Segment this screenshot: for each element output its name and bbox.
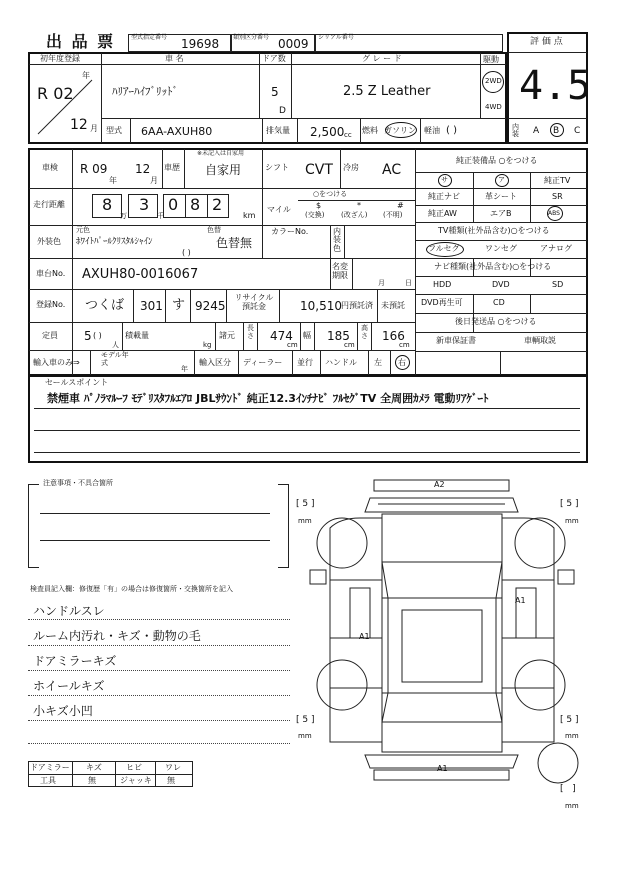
displacement-value: 2,500 — [310, 125, 345, 139]
recycle-value: 10,510 — [300, 299, 342, 313]
equip-leather: 革シート — [485, 192, 517, 201]
color-label: 外装色 — [37, 237, 61, 246]
legend-cell: 工具 — [40, 776, 56, 785]
fuel-diesel: 軽油 — [424, 126, 440, 135]
inspection-era: R 09 — [80, 162, 108, 176]
reg-class: 301 — [140, 299, 163, 313]
mileage-digit: 8 — [102, 195, 113, 214]
model-label: 型式 — [106, 126, 122, 135]
mileage-opt-exchange: (交換) — [305, 211, 325, 219]
shift-value: CVT — [305, 162, 333, 178]
tire-value: 5 — [566, 715, 573, 725]
sales-point-block — [28, 375, 588, 463]
equip-abs: ABS — [548, 210, 560, 217]
serial-label: シリアル番号 — [318, 34, 354, 41]
inspection-month-unit: 月 — [150, 176, 158, 185]
color-orig-label: 元色 — [76, 226, 90, 234]
tire-value: 5 — [302, 715, 309, 725]
history-value: 自家用 — [205, 163, 242, 177]
type-cert-value: 19698 — [181, 37, 220, 51]
mileage-opt-unknown-sym: # — [397, 201, 404, 210]
cooler-value: AC — [382, 162, 402, 178]
tire-unit: mm — [565, 517, 579, 525]
type-cert-label: 型式指定番号 — [131, 34, 168, 41]
grade-value: 2.5 Z Leather — [343, 84, 431, 99]
handle-left: 左 — [374, 358, 382, 367]
caution-label: 注意事項・不具合箇所 — [43, 479, 113, 487]
width-value: 185 — [327, 329, 350, 343]
category-label: 類別区分番号 — [233, 34, 270, 41]
interior-a: A — [533, 126, 540, 136]
sales-point-text: 禁煙車 ﾊﾟﾉﾗﾏﾙｰﾌ ﾓﾃﾞﾘｽﾀﾌﾙｴｱﾛ JBLｻｳﾝﾄﾞ 純正12.3ｲﾝﾁﾅﾋﾞ ﾌﾙｾｸﾞTV 全周囲ｶﾒﾗ 電動ﾘｱｹﾞｰﾄ — [47, 392, 489, 405]
equip-tv-header: TV種類(社外品含む)○をつける — [438, 226, 550, 235]
reg-label: 登録No. — [36, 300, 66, 309]
sales-point-label: セールスポイント — [45, 378, 109, 387]
load-label: 積載量 — [125, 331, 149, 340]
mileage-opt-exchange-sym: $ — [316, 201, 322, 210]
handle-right: 右 — [398, 358, 406, 367]
equip-sunroof: サ — [441, 176, 448, 184]
import-parallel: 並行 — [297, 358, 313, 367]
cooler-label: 冷房 — [343, 163, 359, 172]
note-item: ホイールキズ — [33, 679, 105, 693]
height-label: 高さ — [361, 324, 368, 340]
score-label: 評 価 点 — [530, 37, 563, 47]
doors-label: ドア数 — [262, 54, 286, 63]
dims-label: 諸元 — [219, 331, 235, 340]
tire-unit: mm — [565, 732, 579, 740]
equip-warranty: 新車保証書 — [436, 336, 476, 345]
length-label: 長さ — [247, 324, 254, 340]
shift-label: シフト — [265, 163, 289, 172]
tire-unit: mm — [298, 517, 312, 525]
model-value: 6AA-AXUH80 — [141, 125, 213, 138]
mileage-mark-header: ○をつける — [313, 190, 348, 198]
equip-dvd-play: DVD再生可 — [421, 298, 463, 307]
legend-cell: ドアミラー — [30, 763, 70, 772]
width-unit: cm — [344, 341, 355, 349]
equip-sr: SR — [552, 192, 563, 201]
history-note: ※未記入は自家用 — [197, 150, 245, 157]
equip-hdd: HDD — [433, 280, 452, 289]
import-type-label: 輸入区分 — [199, 358, 231, 367]
import-label: 輸入車のみ⇒ — [33, 358, 80, 367]
category-value: 0009 — [278, 37, 309, 51]
damage-mark-rear: A1 — [437, 764, 448, 773]
month-unit: 月 — [90, 124, 98, 133]
caution-bracket-right — [278, 484, 289, 568]
equip-navi-header: ナビ種類(社外品含む)○をつける — [434, 262, 552, 271]
tire-value: 5 — [302, 499, 309, 509]
drive-label: 駆動 — [483, 55, 499, 64]
year-unit: 年 — [82, 71, 90, 80]
legend-cell: ヒビ — [126, 763, 142, 772]
mileage-digit: 2 — [212, 195, 223, 214]
note-item: ルーム内汚れ・キズ・動物の毛 — [33, 629, 201, 643]
mileage-unit-km: km — [243, 211, 256, 220]
mileage-opt-unknown: (不明) — [383, 211, 403, 219]
equip-fullseg: フルセグ — [428, 244, 460, 253]
first-reg-label: 初年度登録 — [40, 54, 80, 63]
mileage-digit: 0 — [168, 195, 179, 214]
legend-cell: 無 — [167, 776, 175, 785]
legend-cell: キズ — [86, 763, 102, 772]
color-code-label: 色替 — [207, 226, 221, 234]
drive-4wd: 4WD — [485, 103, 502, 111]
mileage-digit: 3 — [139, 195, 150, 214]
grade-label: グ レ ー ド — [362, 54, 402, 63]
chassis-label: 車台No. — [36, 269, 66, 278]
tire-unit: mm — [298, 732, 312, 740]
equip-navi-oem: 純正ナビ — [428, 192, 460, 201]
color-orig-value: ﾎﾜｲﾄﾊﾟｰﾙｸﾘｽﾀﾙｼｬｲﾝ — [76, 237, 153, 247]
car-name: ﾊﾘｱｰﾊｲﾌﾞﾘｯﾄﾞ — [112, 85, 178, 98]
capacity-unit: 人 — [112, 341, 119, 349]
length-unit: cm — [287, 341, 298, 349]
load-unit: kg — [203, 341, 212, 349]
length-value: 474 — [270, 329, 293, 343]
color-change-value: 色替無 — [216, 236, 253, 250]
capacity-label: 定員 — [42, 331, 58, 340]
capacity-value: 5 — [84, 329, 92, 343]
tire-unit: mm — [565, 802, 579, 810]
fuel-gasoline: ガソリン — [384, 126, 416, 135]
mileage-unit-sen: 千 — [157, 212, 164, 220]
mileage-opt-mile: マイル — [267, 205, 291, 214]
displacement-label: 排気量 — [266, 126, 290, 135]
height-value: 166 — [382, 329, 405, 343]
chassis-value: AXUH80-0016067 — [82, 267, 199, 282]
capacity-paren: ( ) — [93, 331, 102, 340]
car-name-label: 車 名 — [165, 54, 184, 63]
mileage-digit: 8 — [190, 195, 201, 214]
legend-cell: ワレ — [165, 763, 181, 772]
color-paren: ( ) — [182, 248, 191, 257]
handle-label: ハンドル — [325, 358, 357, 367]
inspection-label: 車検 — [42, 163, 58, 172]
note-item: ドアミラーキズ — [33, 654, 117, 668]
mileage-opt-tamper-sym: * — [357, 201, 361, 210]
tire-tread-front-right: [ 5 ] — [560, 499, 579, 509]
mileage-opt-tamper: (改ざん) — [341, 211, 368, 219]
equip-aw-oem: 純正AW — [428, 209, 457, 218]
interior-b: B — [553, 126, 560, 136]
reg-kana: す — [172, 298, 186, 313]
damage-mark-front: A2 — [434, 480, 445, 489]
equip-oneseg: ワンセグ — [485, 244, 517, 253]
displacement-unit: cc — [344, 131, 352, 139]
damage-mark-right: A1 — [515, 596, 526, 605]
reg-number: 9245 — [195, 299, 226, 313]
mileage-label: 走行距離 — [33, 200, 65, 209]
tire-tread-spare: [ ] — [560, 784, 576, 794]
score-value: 4.5 — [519, 63, 592, 109]
fuel-other-paren: ( ) — [446, 125, 457, 136]
equip-alloy: ア — [498, 176, 505, 184]
interior-color-label: 内装色 — [333, 227, 341, 253]
equip-dvd: DVD — [492, 280, 510, 289]
equip-sd: SD — [552, 280, 564, 289]
equip-airbag: エアB — [490, 209, 512, 218]
note-item: ハンドルスレ — [33, 604, 105, 618]
model-year-label: モデル年式 — [101, 351, 129, 367]
note-item: 小キズ小凹 — [33, 704, 93, 718]
equip-manual: 車輌取説 — [524, 336, 556, 345]
reg-area: つくば — [85, 298, 125, 313]
first-reg-era: R 02 — [37, 84, 74, 103]
first-reg-month: 12 — [70, 117, 88, 133]
title-deadline-label: 名変期限 — [332, 262, 348, 280]
inspection-year-unit: 年 — [109, 176, 117, 185]
recycle-unit: 円預託済 — [341, 301, 373, 310]
tire-tread-rear-right: [ 5 ] — [560, 715, 579, 725]
tire-tread-front-left: [ 5 ] — [296, 499, 315, 509]
equip-oem-header: 純正装備品 ○をつける — [456, 156, 538, 165]
height-unit: cm — [399, 341, 410, 349]
recycle-status: 未預託 — [381, 301, 405, 310]
legend-cell: ジャッキ — [120, 776, 152, 785]
fuel-label: 燃料 — [362, 126, 378, 135]
interior-c: C — [574, 126, 581, 136]
inspector-label: 検査員記入欄：修復歴「有」の場合は修復箇所・交換箇所を記入 — [30, 585, 233, 593]
width-label: 幅 — [303, 331, 311, 340]
title-day-unit: 日 — [405, 279, 412, 287]
mileage-unit-man: 万 — [120, 212, 127, 220]
drive-2wd: 2WD — [485, 77, 502, 85]
tire-tread-rear-left: [ 5 ] — [296, 715, 315, 725]
door-type: D — [279, 106, 286, 116]
import-dealer: ディーラー — [243, 358, 283, 367]
tire-value: 5 — [566, 499, 573, 509]
interior-label: 内装 — [512, 123, 519, 138]
caution-bracket-left — [28, 484, 39, 568]
model-year-unit: 年 — [181, 365, 188, 373]
equip-tv-oem: 純正TV — [544, 176, 571, 185]
recycle-label: リサイクル預託金 — [234, 293, 274, 311]
title-month-unit: 月 — [378, 279, 385, 287]
damage-mark-left: A1 — [359, 632, 370, 641]
sheet-title: 出 品 票 — [46, 32, 116, 51]
inspection-month: 12 — [135, 162, 151, 176]
doors-value: 5 — [271, 85, 279, 99]
equip-analog: アナログ — [540, 244, 572, 253]
history-label: 車歴 — [164, 163, 180, 172]
equip-cd: CD — [493, 298, 505, 307]
color-no-label: カラーNo. — [271, 227, 309, 236]
equip-after-header: 後日発送品 ○をつける — [455, 317, 537, 326]
legend-cell: 無 — [88, 776, 96, 785]
